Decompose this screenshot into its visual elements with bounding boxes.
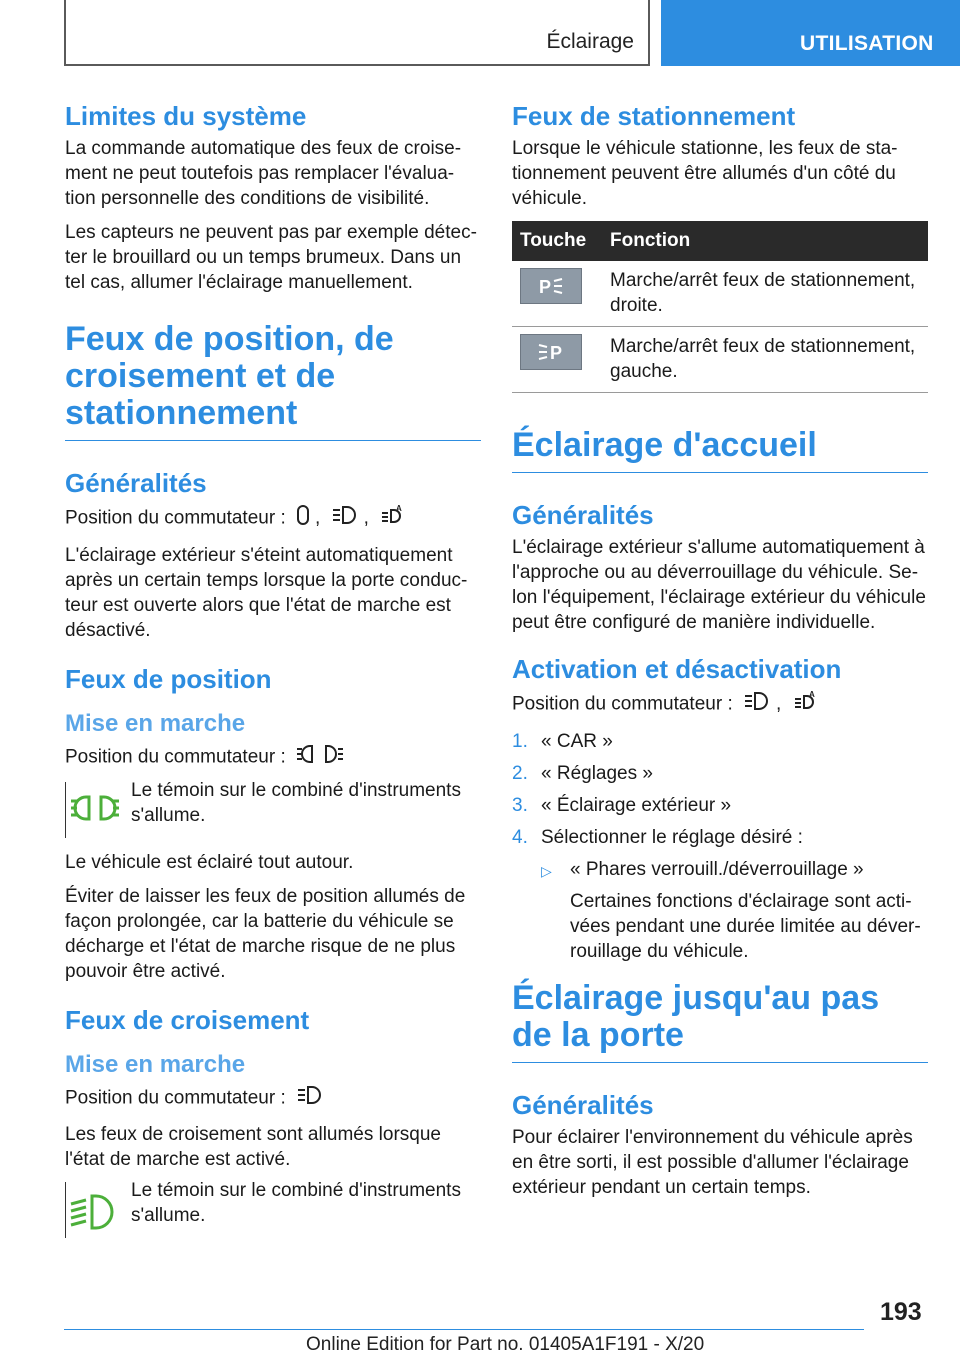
table-row xyxy=(512,327,928,393)
low-beam-switch-label: Position du commutateur : xyxy=(65,1087,286,1109)
lights-main-heading: Feux de position, de croisement et de stationnement xyxy=(65,321,481,441)
limits-heading: Limites du système xyxy=(65,101,307,131)
header-section-box xyxy=(64,0,650,66)
header-chapter-tab xyxy=(661,0,960,66)
switch-position-label: Position du commutateur : xyxy=(65,507,286,529)
list-item xyxy=(512,825,928,964)
right-column xyxy=(512,100,928,1209)
general-heading: Généralités xyxy=(65,468,207,498)
step-text: Sélectionner le réglage désiré : xyxy=(541,827,803,848)
position-lights-heading: Feux de position xyxy=(65,664,272,694)
table-cell-key xyxy=(512,327,602,393)
position-indicator-icon xyxy=(65,782,121,838)
parking-lights-table xyxy=(512,221,928,393)
page-number: 193 xyxy=(880,1298,922,1326)
welcome-general-heading: Généralités xyxy=(512,500,654,530)
activation-switch-line: Position du commutateur : , A xyxy=(512,689,928,720)
activation-switch-label: Position du commutateur : xyxy=(512,693,733,715)
table-header-row xyxy=(512,221,928,261)
auto-light-icon xyxy=(379,503,405,534)
step-number: 2. xyxy=(512,763,528,784)
low-beam-auto-icon xyxy=(331,504,359,533)
table-row xyxy=(512,261,928,327)
position-indicator-callout xyxy=(65,782,481,838)
list-item xyxy=(512,729,928,754)
svg-text:P: P xyxy=(539,277,552,297)
limits-paragraph-1: La commande automatique des feux de croise-ment ne peut toutefois pas remplacer l'évalua-tion personnelle des conditions de visibilité. xyxy=(65,138,462,209)
table-header-key: Touche xyxy=(512,221,602,261)
sub-step-note: Certaines fonctions d'éclairage sont acti-vées pendant une durée limitée au déver-rouillage du véhicule. xyxy=(570,891,921,962)
svg-text:P: P xyxy=(550,343,563,363)
position-paragraph-2: Éviter de laisser les feux de position allumés de façon prolongée, car la batterie du véhicule se décharge et l'état de marche risque de ne plus pouvoir être activé. xyxy=(65,886,466,982)
svg-text:A: A xyxy=(396,504,402,513)
door-general-heading: Généralités xyxy=(512,1090,654,1120)
position-paragraph-1: Le véhicule est éclairé tout autour. xyxy=(65,852,354,873)
step-text: « Réglages » xyxy=(541,763,653,784)
switch-off-icon xyxy=(296,504,310,533)
low-beam-on-heading: Mise en marche xyxy=(65,1051,246,1078)
parking-lights-heading: Feux de stationnement xyxy=(512,101,796,131)
door-light-heading: Éclairage jusqu'au pas de la porte xyxy=(512,980,928,1063)
header-chapter-title: UTILISATION xyxy=(800,32,934,55)
position-indicator-text: Le témoin sur le combiné d'instruments s'allume. xyxy=(131,780,461,826)
table-cell-function: Marche/arrêt feux de stationnement, droite. xyxy=(602,261,928,327)
limits-paragraph-2: Les capteurs ne peuvent pas par exemple détec-ter le brouillard ou un temps brumeux. Dans un tel cas, allumer l'éclairage manuellement. xyxy=(65,222,477,293)
welcome-light-heading: Éclairage d'accueil xyxy=(512,427,928,473)
table-cell-key xyxy=(512,261,602,327)
welcome-paragraph: L'éclairage extérieur s'allume automatiquement à l'approche ou au déverrouillage du véhicule. Se-lon l'équipement, l'éclairage extérieur du véhicule peut être configuré de manière individuelle. xyxy=(512,537,926,633)
low-beam-indicator-text: Le témoin sur le combiné d'instruments s'allume. xyxy=(131,1180,461,1226)
left-column xyxy=(65,100,481,1250)
sub-step-text: « Phares verrouill./déverrouillage » xyxy=(570,859,864,880)
position-switch-label: Position du commutateur : xyxy=(65,746,286,768)
low-beam-indicator-icon xyxy=(65,1182,121,1238)
step-number: 3. xyxy=(512,795,528,816)
parking-lights-paragraph: Lorsque le véhicule stationne, les feux de sta-tionnement peuvent être allumés d'un côté du véhicule. xyxy=(512,138,898,209)
step-number: 4. xyxy=(512,827,528,848)
step-text: « CAR » xyxy=(541,731,613,752)
position-lights-icon xyxy=(296,743,344,772)
general-paragraph: L'éclairage extérieur s'éteint automatiquement après un certain temps lorsque la porte conduc-teur est ouverte alors que l'état de marche est désactivé. xyxy=(65,545,468,641)
door-paragraph: Pour éclairer l'environnement du véhicule après en être sorti, il est possible d'allumer l'éclairage extérieur pendant un certain temps. xyxy=(512,1127,913,1198)
table-header-function: Fonction xyxy=(602,221,928,261)
list-item xyxy=(512,761,928,786)
low-beam-icon xyxy=(296,1084,324,1113)
activation-heading: Activation et désactivation xyxy=(512,654,842,684)
low-beam-switch-line xyxy=(65,1084,481,1113)
step-text: « Éclairage extérieur » xyxy=(541,795,732,816)
low-beam-paragraph: Les feux de croisement sont allumés lorsque l'état de marche est activé. xyxy=(65,1124,441,1170)
low-beam-icon xyxy=(743,690,771,719)
triangle-bullet-icon: ▷ xyxy=(541,863,552,879)
position-switch-line xyxy=(65,743,481,772)
parking-light-right-icon xyxy=(520,268,582,304)
footer-divider xyxy=(64,1329,864,1330)
header-section-title: Éclairage xyxy=(546,30,634,53)
sub-step xyxy=(541,857,928,964)
step-number: 1. xyxy=(512,731,528,752)
list-item xyxy=(512,793,928,818)
auto-light-icon xyxy=(792,689,818,720)
low-beam-heading: Feux de croisement xyxy=(65,1005,310,1035)
svg-text:A: A xyxy=(808,690,815,699)
low-beam-indicator-callout xyxy=(65,1182,481,1238)
footer-edition: Online Edition for Part no. 01405A1F191 - X/20 xyxy=(306,1334,705,1355)
switch-position-line: Position du commutateur : , , A xyxy=(65,503,481,534)
parking-light-left-icon xyxy=(520,334,582,370)
position-lights-on-heading: Mise en marche xyxy=(65,710,246,737)
activation-steps xyxy=(512,729,928,964)
table-cell-function: Marche/arrêt feux de stationnement, gauche. xyxy=(602,327,928,393)
